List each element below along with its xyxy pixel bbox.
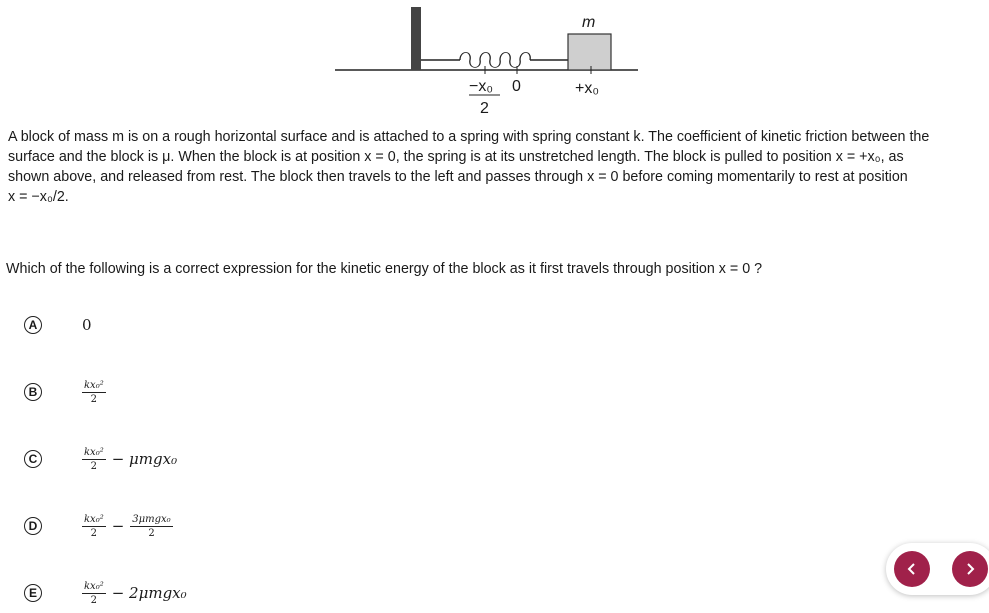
tick-label-zero: 0	[512, 78, 521, 95]
choice-b-expression	[82, 380, 106, 405]
fraction	[82, 514, 106, 539]
chevron-left-icon	[904, 561, 920, 577]
choice-letter-badge: B	[24, 383, 42, 401]
fraction	[82, 447, 106, 472]
choice-a-expression	[82, 316, 92, 334]
fraction-denominator: 2	[90, 393, 98, 405]
choice-letter-badge: D	[24, 517, 42, 535]
fraction-denominator: 2	[148, 527, 155, 539]
wall	[411, 7, 421, 70]
problem-passage	[8, 127, 968, 207]
mass-label: m	[582, 14, 596, 31]
choice-letter-badge: A	[24, 316, 42, 334]
passage-line-1: A block of mass m is on a rough horizontal surface and is attached to a spring with spring constant k. The coefficient of kinetic friction between the	[8, 129, 930, 145]
fraction-numerator: kx₀²	[84, 379, 104, 391]
fraction-denominator: 2	[90, 460, 98, 472]
fraction	[82, 380, 106, 405]
expr-value: 0	[82, 316, 92, 334]
fraction-numerator: kx₀²	[84, 513, 104, 525]
navigation-controls	[886, 543, 989, 595]
fraction-denominator: 2	[90, 594, 98, 606]
choice-letter-badge: E	[24, 584, 42, 602]
passage-line-2: surface and the block is μ. When the block is at position x = 0, the spring is at its unstretched length. The block is pulled to position x = +x₀, as	[8, 149, 904, 165]
fraction	[82, 581, 106, 606]
spring-coils	[460, 53, 530, 68]
fraction	[130, 514, 172, 539]
fraction-denominator: 2	[90, 527, 98, 539]
fraction-numerator: 3μmgx₀	[132, 513, 171, 525]
chevron-right-icon	[962, 561, 978, 577]
choice-e[interactable]	[24, 573, 187, 613]
choice-c[interactable]	[24, 439, 178, 479]
minus-sign: −	[111, 517, 125, 535]
expr-tail: − μmgx₀	[111, 450, 178, 468]
choice-e-expression	[82, 581, 187, 606]
block	[568, 34, 611, 70]
fraction-numerator: kx₀²	[84, 580, 104, 592]
choice-d[interactable]	[24, 506, 171, 546]
choice-a[interactable]	[24, 305, 92, 345]
fraction-numerator: kx₀²	[84, 446, 104, 458]
next-button[interactable]	[952, 551, 988, 587]
spring-block-diagram	[330, 0, 650, 120]
choice-d-expression	[82, 514, 173, 539]
tick-label-neg-half-bottom: 2	[480, 100, 489, 117]
expr-tail: − 2μmgx₀	[111, 584, 187, 602]
choice-letter-badge: C	[24, 450, 42, 468]
choice-c-expression	[82, 447, 177, 472]
previous-button[interactable]	[894, 551, 930, 587]
choice-b[interactable]	[24, 372, 104, 412]
tick-label-pos: +x₀	[575, 80, 599, 97]
passage-line-4: x = −x₀/2.	[8, 189, 69, 205]
tick-label-neg-half-top: −x₀	[469, 78, 493, 95]
passage-line-3: shown above, and released from rest. The block then travels to the left and passes through x = 0 before coming momentarily to rest at position	[8, 169, 908, 185]
question-stem: Which of the following is a correct expression for the kinetic energy of the block as it first travels through position x = 0 ?	[6, 261, 763, 277]
